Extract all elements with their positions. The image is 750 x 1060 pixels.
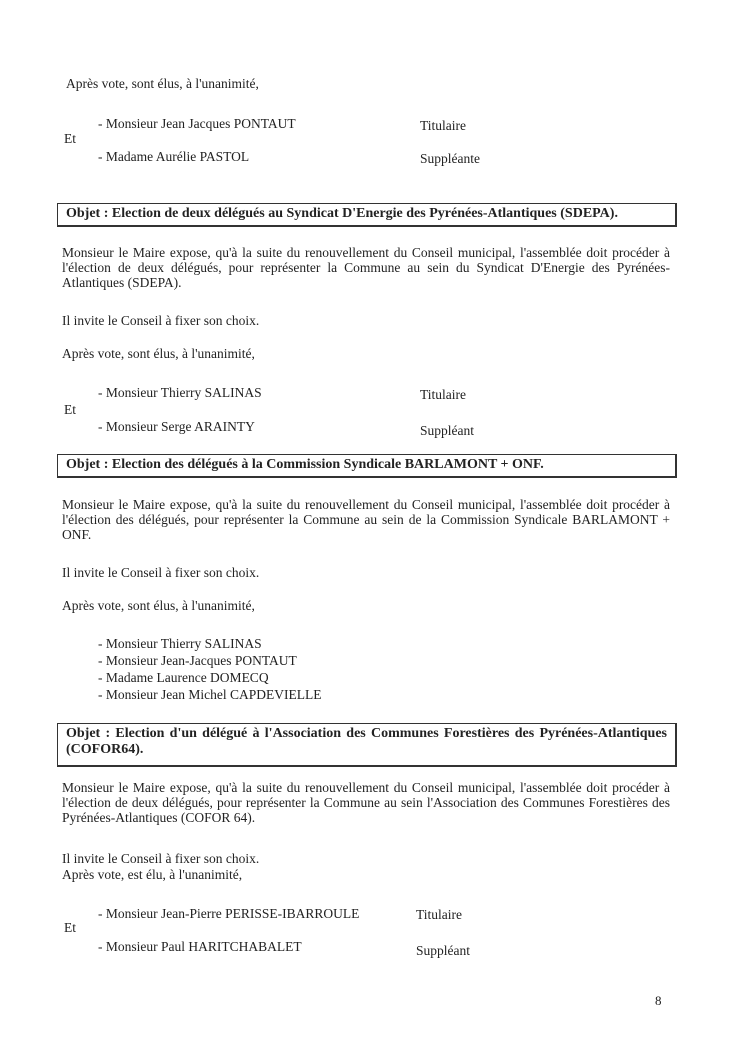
intro-vote-text: Après vote, sont élus, à l'unanimité, xyxy=(66,76,259,91)
cofor-member-2-name: - Monsieur Paul HARITCHABALET xyxy=(98,939,302,954)
intro-member-1-name: - Monsieur Jean Jacques PONTAUT xyxy=(98,116,296,131)
barlamont-vote-text: Après vote, sont élus, à l'unanimité, xyxy=(62,598,255,613)
page-number: 8 xyxy=(655,993,662,1008)
sdepa-member-1-name: - Monsieur Thierry SALINAS xyxy=(98,385,262,400)
barlamont-member-1: - Monsieur Thierry SALINAS xyxy=(98,636,262,651)
intro-member-2-name: - Madame Aurélie PASTOL xyxy=(98,149,250,164)
barlamont-member-4: - Monsieur Jean Michel CAPDEVIELLE xyxy=(98,687,322,702)
sdepa-member-2-name: - Monsieur Serge ARAINTY xyxy=(98,419,255,434)
sdepa-invite-text: Il invite le Conseil à fixer son choix. xyxy=(62,313,260,328)
sdepa-et: Et xyxy=(64,402,76,417)
barlamont-member-3: - Madame Laurence DOMECQ xyxy=(98,670,269,685)
sdepa-objet-heading: Objet : Election de deux délégués au Syndicat D'Energie des Pyrénées-Atlantiques (SDEPA). xyxy=(57,203,677,227)
barlamont-objet-heading: Objet : Election des délégués à la Commission Syndicale BARLAMONT + ONF. xyxy=(57,454,677,478)
cofor-vote-text: Après vote, est élu, à l'unanimité, xyxy=(62,867,243,882)
barlamont-expose-paragraph: Monsieur le Maire expose, qu'à la suite du renouvellement du Conseil municipal, l'assemblée doit procéder à l'élection des délégués, pour représenter la Commune au sein de la Commission Syndicale BARLAMONT + ONF. xyxy=(62,497,670,542)
sdepa-member-2-role: Suppléant xyxy=(420,423,474,438)
sdepa-member-1-role: Titulaire xyxy=(420,387,467,402)
cofor-member-2-role: Suppléant xyxy=(416,943,470,958)
barlamont-member-2: - Monsieur Jean-Jacques PONTAUT xyxy=(98,653,297,668)
cofor-invite-text: Il invite le Conseil à fixer son choix. xyxy=(62,851,260,866)
cofor-objet-heading: Objet : Election d'un délégué à l'Association des Communes Forestières des Pyrénées-Atlantiques (COFOR64). xyxy=(57,723,677,767)
cofor-et: Et xyxy=(64,920,76,935)
sdepa-vote-text: Après vote, sont élus, à l'unanimité, xyxy=(62,346,255,361)
intro-member-2-role: Suppléante xyxy=(420,151,480,166)
barlamont-invite-text: Il invite le Conseil à fixer son choix. xyxy=(62,565,260,580)
sdepa-expose-paragraph: Monsieur le Maire expose, qu'à la suite du renouvellement du Conseil municipal, l'assemblée doit procéder à l'élection de deux délégués, pour représenter la Commune au sein du Syndicat D'Energie des Pyrénées-Atlantiques (SDEPA). xyxy=(62,245,670,290)
intro-et: Et xyxy=(64,131,76,146)
cofor-member-1-name: - Monsieur Jean-Pierre PERISSE-IBARROULE xyxy=(98,906,360,921)
cofor-expose-paragraph: Monsieur le Maire expose, qu'à la suite du renouvellement du Conseil municipal, l'assemblée doit procéder à l'élection de deux délégués, pour représenter la Commune au sein l'Association des Communes Forestières des Pyrénées-Atlantiques (COFOR 64). xyxy=(62,780,670,825)
cofor-member-1-role: Titulaire xyxy=(416,907,463,922)
intro-member-1-role: Titulaire xyxy=(420,118,467,133)
